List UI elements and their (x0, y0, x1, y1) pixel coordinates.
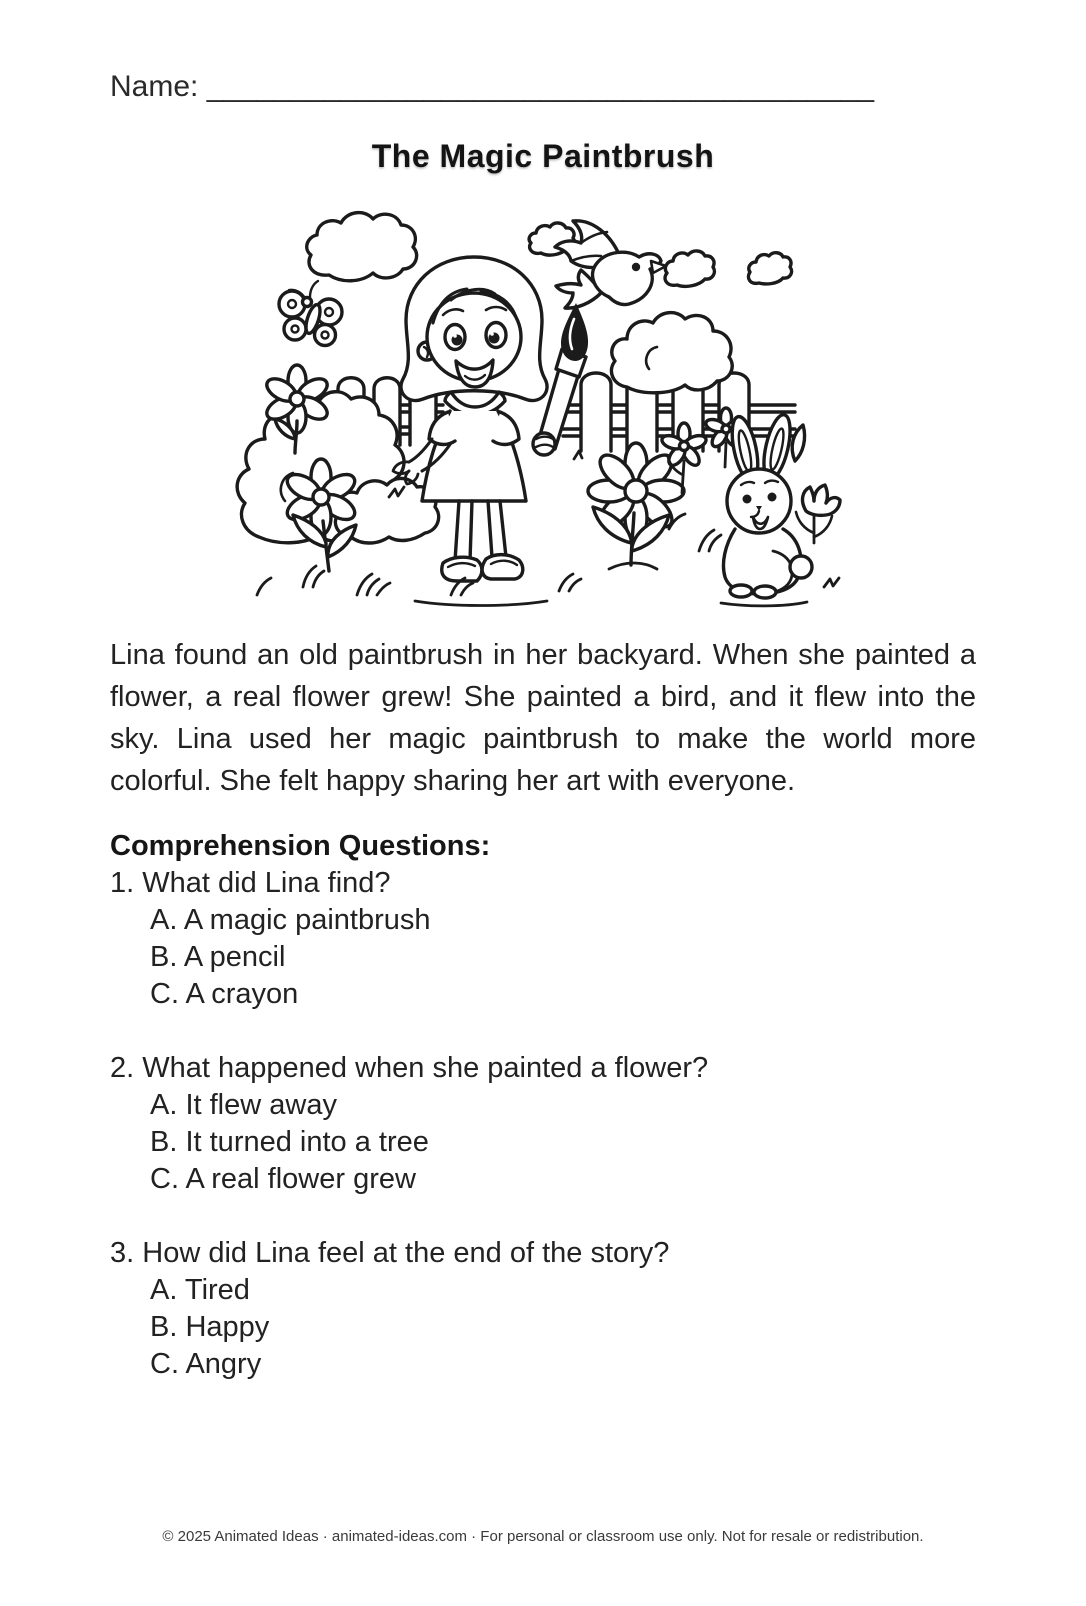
question-3 (110, 1235, 976, 1383)
option: A. It flew away (150, 1089, 337, 1121)
option: B. A pencil (150, 941, 286, 973)
question-2-options (110, 1087, 976, 1198)
page-title: The Magic Paintbrush (371, 138, 715, 174)
question-2 (110, 1050, 976, 1198)
option: B. Happy (150, 1311, 270, 1343)
question-1-number: 1. (110, 867, 135, 899)
option: C. A real flower grew (150, 1163, 416, 1195)
question-2-number: 2. (110, 1052, 135, 1084)
copyright-footer: © 2025 Animated Ideas · animated-ideas.com · For personal or classroom use only. Not for resale or redistribution. (162, 1528, 924, 1545)
question-1 (110, 865, 976, 1013)
option: C. A crayon (150, 978, 299, 1010)
worksheet-page (0, 70, 1086, 1383)
cloud-icon (307, 213, 792, 287)
option: B. It turned into a tree (150, 1126, 429, 1158)
story-illustration (229, 199, 857, 614)
question-3-text (110, 1235, 976, 1272)
question-2-text (110, 1050, 976, 1087)
question-1-options (110, 902, 976, 1013)
option: A. A magic paintbrush (150, 904, 431, 936)
butterfly-icon (279, 281, 342, 346)
name-label: Name: (110, 70, 199, 103)
coloring-illustration (229, 199, 857, 614)
question-3-options (110, 1272, 976, 1383)
questions-section (110, 828, 976, 1383)
story-passage: Lina found an old paintbrush in her backyard. When she painted a flower, a real flower grew! She painted a bird, and it flew into the sky. Lina used her magic paintbrush to make the world more colorful. She felt happy sharing her art with everyone. (110, 639, 976, 797)
question-2-label: What happened when she painted a flower? (142, 1052, 709, 1084)
option: A. Tired (150, 1274, 250, 1306)
name-row (110, 70, 976, 104)
flower-icon (796, 485, 840, 543)
name-write-line: ________________________________________ (206, 70, 875, 103)
questions-heading: Comprehension Questions: (110, 830, 491, 862)
question-3-number: 3. (110, 1237, 135, 1269)
question-3-label: How did Lina feel at the end of the story? (142, 1237, 670, 1269)
question-1-label: What did Lina find? (142, 867, 391, 899)
question-1-text (110, 865, 976, 902)
option: C. Angry (150, 1348, 262, 1380)
